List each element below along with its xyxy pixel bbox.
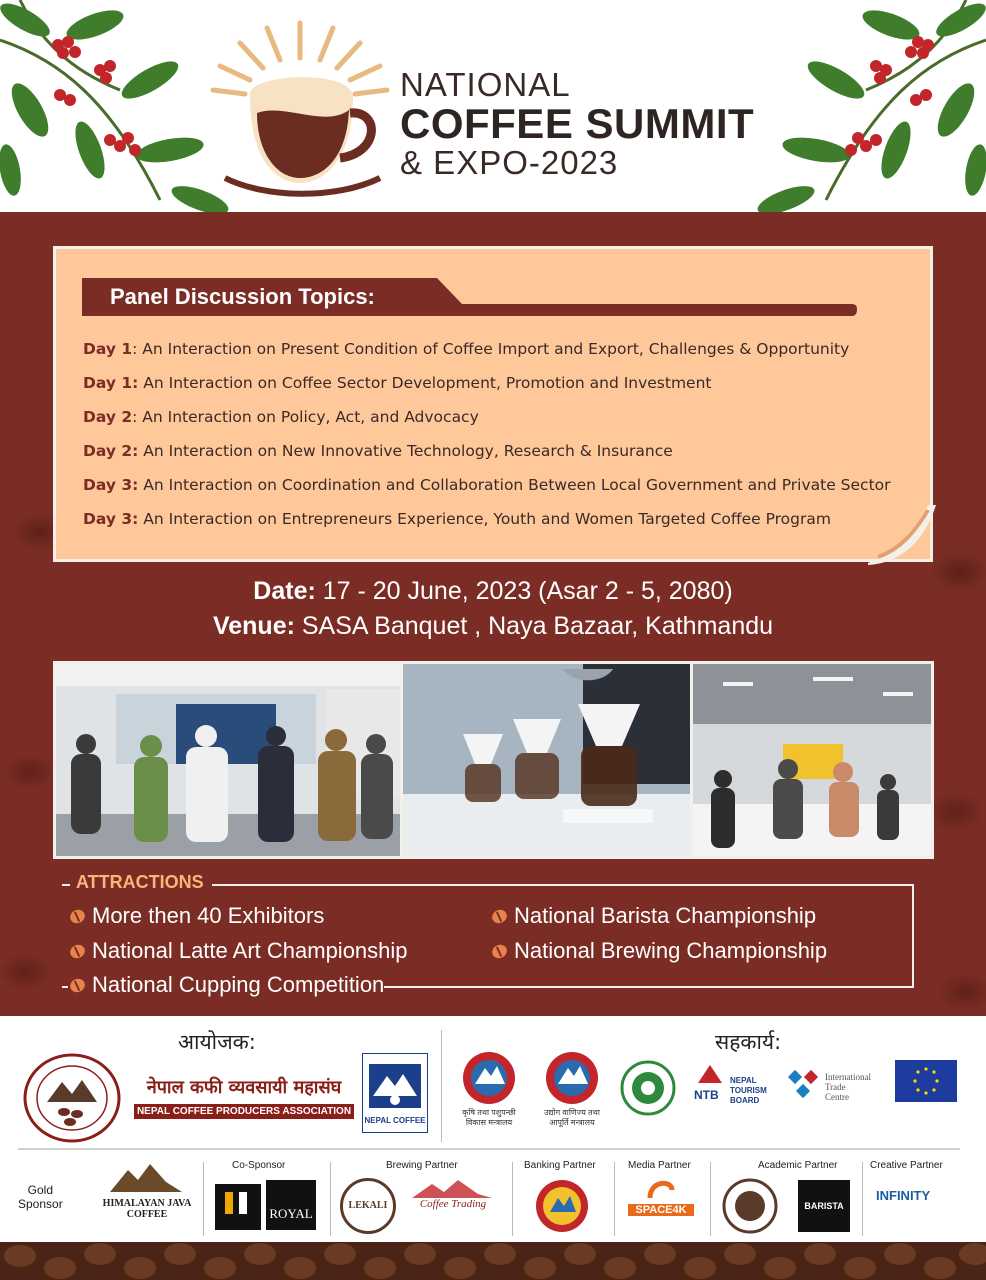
space4k-mark-icon <box>646 1176 676 1202</box>
topic-text: An Interaction on Policy, Act, and Advocacy <box>142 408 479 426</box>
topic-text: An Interaction on Coffee Sector Development, Promotion and Investment <box>143 374 712 392</box>
svg-text:NTB: NTB <box>694 1088 719 1102</box>
himalayan-java-logo-icon <box>110 1162 182 1196</box>
attraction-label: National Latte Art Championship <box>92 938 408 963</box>
organizer-name <box>134 1075 354 1119</box>
divider <box>614 1162 615 1236</box>
attraction-label: National Brewing Championship <box>514 938 828 963</box>
topic-item <box>83 476 891 494</box>
government-emblem-icon <box>457 1050 521 1106</box>
itc-logo-icon <box>786 1068 822 1104</box>
attraction-label: National Cupping Competition <box>92 972 385 997</box>
attraction-label: National Barista Championship <box>514 903 817 928</box>
gold-sponsor-label: Gold Sponsor <box>18 1183 63 1211</box>
ntb-logo-icon <box>690 1063 730 1103</box>
topic-day: Day 1: <box>83 374 139 392</box>
coffee-trading-label: Coffee Trading <box>419 1198 487 1210</box>
ube-mark-icon <box>215 1184 261 1230</box>
coffee-board-seal-icon <box>620 1060 676 1116</box>
mountain-mark-icon <box>412 1180 492 1198</box>
attraction-item <box>68 972 384 998</box>
divider <box>512 1162 513 1236</box>
himalayan-java-label: HIMALAYAN JAVA COFFEE <box>102 1198 192 1220</box>
royal-logo: ROYAL <box>266 1180 316 1230</box>
collaborator-label: सहकार्य: <box>715 1030 782 1054</box>
topic-text: An Interaction on New Innovative Technology, Research & Insurance <box>143 442 673 460</box>
panel-header <box>82 278 857 318</box>
coffee-bean-icon <box>490 907 509 925</box>
space4k-label: SPACE4K <box>628 1204 694 1216</box>
venue-label: Venue: <box>212 612 295 640</box>
coffee-cup-logo-icon <box>205 18 395 198</box>
attraction-item <box>490 903 816 929</box>
ministry-industry: उद्योग वाणिज्य तथा आपूर्ति मन्त्रालय <box>544 1108 600 1127</box>
lekali-logo: LEKALI <box>340 1178 396 1234</box>
event-date <box>0 577 986 606</box>
event-venue <box>0 612 986 641</box>
nepal-coffee-badge <box>362 1053 428 1133</box>
co-sponsor-label: Co-Sponsor <box>232 1160 286 1171</box>
ntb-label: NEPAL TOURISM BOARD <box>730 1076 767 1105</box>
expo-crowd-photo <box>56 664 400 856</box>
organizer-name-np: नेपाल कफी व्यवसायी महासंघ <box>146 1077 342 1098</box>
topic-day: Day 2 <box>83 408 133 426</box>
government-emblem-icon <box>540 1050 604 1106</box>
topic-sep: : <box>132 340 143 358</box>
divider <box>441 1030 442 1142</box>
organizer-label: आयोजक: <box>178 1030 256 1054</box>
academic-partner-label: Academic Partner <box>758 1160 838 1171</box>
topic-item <box>83 510 831 528</box>
topic-text: An Interaction on Entrepreneurs Experience, Youth and Women Targeted Coffee Program <box>143 510 831 528</box>
date-label: Date: <box>253 577 316 605</box>
coffee-bean-icon <box>68 942 87 960</box>
topic-day: Day 3: <box>83 476 139 494</box>
banking-partner-label: Banking Partner <box>524 1160 596 1171</box>
media-partner-label: Media Partner <box>628 1160 691 1171</box>
coffee-bean-icon <box>68 976 87 994</box>
ube-logo <box>215 1184 261 1230</box>
divider <box>18 1148 960 1150</box>
eu-flag-icon <box>895 1060 957 1102</box>
topic-item <box>83 340 849 358</box>
coffee-bean-icon <box>68 907 87 925</box>
barista-station-photo <box>693 664 931 856</box>
title-line-3: & EXPO-2023 <box>400 144 619 181</box>
title-line-2: COFFEE SUMMIT <box>400 100 755 147</box>
attraction-item <box>490 938 827 964</box>
ministry-agriculture: कृषि तथा पशुपन्छी विकास मन्त्रालय <box>462 1108 516 1127</box>
topic-text: An Interaction on Coordination and Collaboration Between Local Government and Private Sector <box>143 476 891 494</box>
bank-seal-icon <box>534 1178 590 1234</box>
barista-logo: BARISTA <box>798 1180 850 1232</box>
panel-title: Panel Discussion Topics: <box>110 284 375 309</box>
attraction-label: More then 40 Exhibitors <box>92 903 325 928</box>
coffee-branch-left-icon <box>0 0 230 212</box>
pour-over-photo <box>403 664 690 856</box>
attractions-title: ATTRACTIONS <box>70 872 212 893</box>
academy-seal-icon <box>722 1178 778 1234</box>
attraction-item <box>68 903 324 929</box>
brewing-partner-label: Brewing Partner <box>386 1160 458 1171</box>
topic-day: Day 2: <box>83 442 139 460</box>
coffee-beans-strip <box>0 1242 986 1280</box>
coffee-branch-right-icon <box>756 0 986 212</box>
title-line-1: NATIONAL <box>400 66 571 103</box>
header <box>0 0 986 212</box>
topic-sep: : <box>132 408 143 426</box>
topic-text: An Interaction on Present Condition of Coffee Import and Export, Challenges & Opportunity <box>142 340 850 358</box>
divider <box>330 1162 331 1236</box>
event-title <box>400 68 754 180</box>
nepal-coffee-label: NEPAL COFFEE <box>364 1116 426 1125</box>
nepal-coffee-mark-icon <box>363 1054 427 1112</box>
coffee-bean-icon <box>490 942 509 960</box>
topic-item <box>83 442 673 460</box>
topic-day: Day 1 <box>83 340 133 358</box>
divider <box>203 1162 204 1236</box>
page-curl-icon <box>868 505 936 565</box>
topic-item <box>83 408 479 426</box>
divider <box>862 1162 863 1236</box>
attraction-item <box>68 938 408 964</box>
creative-partner-label: Creative Partner <box>870 1160 943 1171</box>
infinity-logo: INFINITY <box>876 1188 931 1203</box>
organizer-name-en: NEPAL COFFEE PRODUCERS ASSOCIATION <box>134 1104 354 1119</box>
venue-value: SASA Banquet , Naya Bazaar, Kathmandu <box>294 612 774 640</box>
ncpa-seal-logo <box>22 1052 122 1144</box>
photo-strip <box>53 661 934 859</box>
divider <box>710 1162 711 1236</box>
topic-day: Day 3: <box>83 510 139 528</box>
itc-label: International Trade Centre <box>825 1072 871 1102</box>
topic-item <box>83 374 712 392</box>
date-value: 17 - 20 June, 2023 (Asar 2 - 5, 2080) <box>315 577 733 605</box>
